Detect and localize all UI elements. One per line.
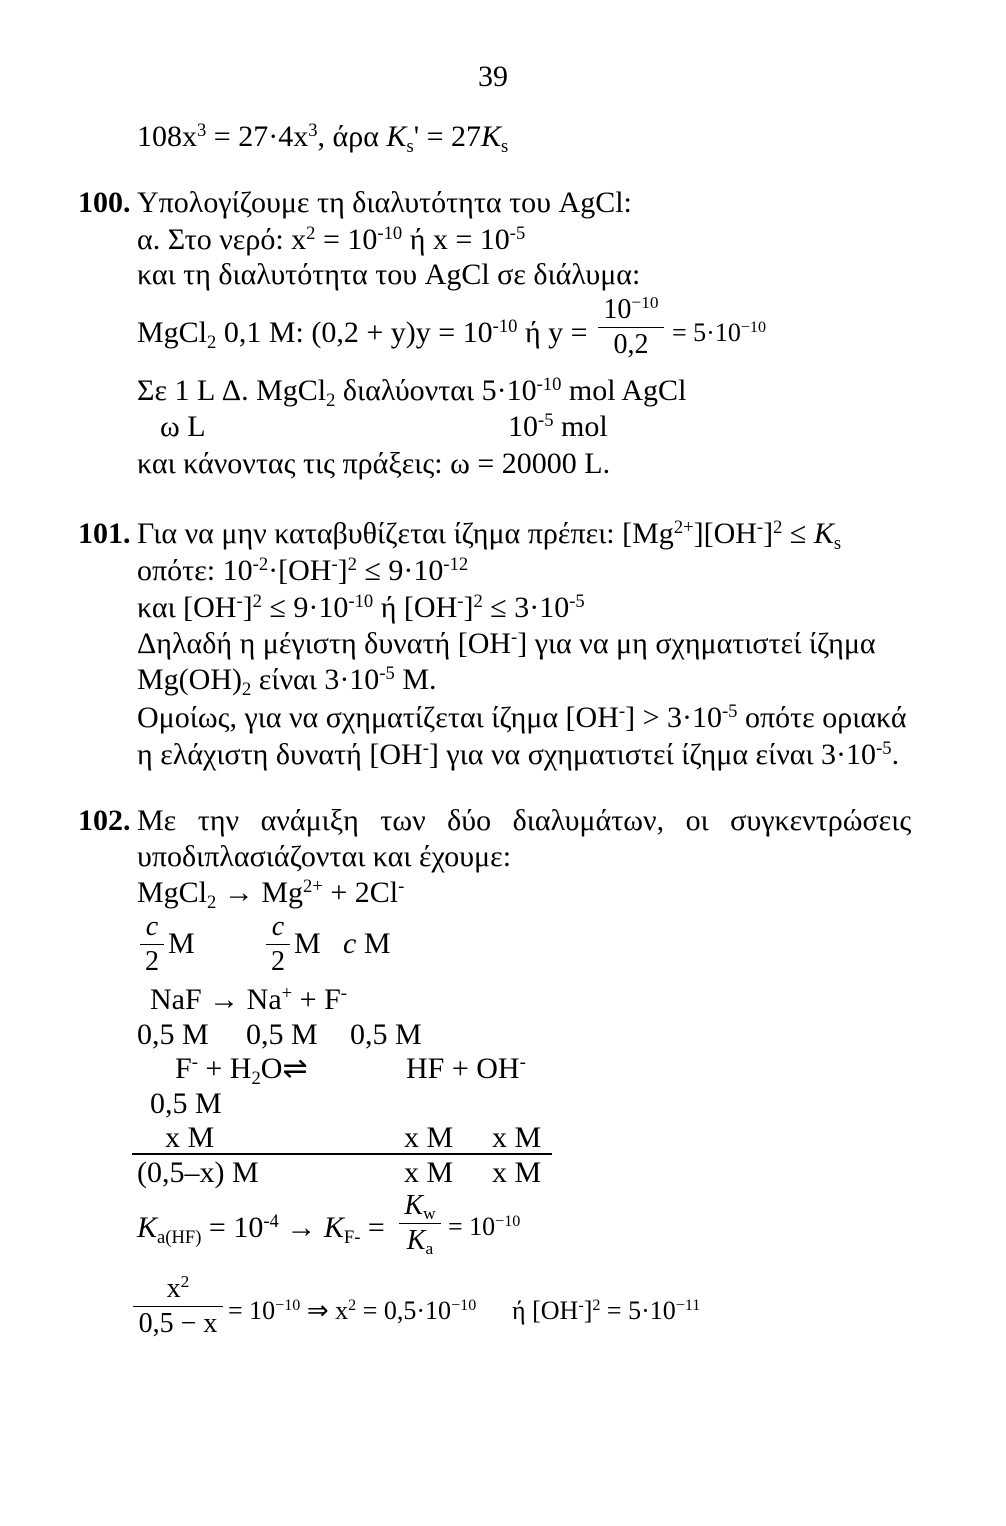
p100-line6-a: ω L: [160, 410, 206, 443]
p102-table-eq-2: x M: [404, 1156, 454, 1189]
p102-table-change-1: x M: [165, 1121, 215, 1154]
p102-naf-conc-2: 0,5 M: [246, 1018, 318, 1051]
p100-line6-b: $10^{-5}$ mol: [508, 409, 608, 443]
p102-line1: Με την ανάμιξη των δύο διαλυμάτων, οι συγκεντρώσεις: [137, 804, 912, 837]
page-number: 39: [478, 60, 508, 93]
problem-number-101: 101.: [78, 517, 131, 550]
problem-number-102: 102.: [78, 804, 131, 837]
equilibrium-arrow-icon: ⇌: [282, 1052, 308, 1085]
p102-reaction-mgcl2: MgCl$_2$ → $Mg^{2+} + 2Cl^-$: [137, 875, 405, 913]
p100-line7: και κάνοντας τις πράξεις: ω = 20000 L.: [137, 447, 611, 480]
problem-number-100: 100.: [78, 186, 131, 219]
p100-line3: και τη διαλυτότητα του AgCl σε διάλυμα:: [137, 258, 641, 291]
p102-reaction-hydrolysis: $F^- + H_2O\rightleftharpoons$: [175, 1051, 308, 1089]
p102-kw-over-ka: $K_w$ $K_a$: [399, 1192, 441, 1255]
p102-table-eq-1: (0,5–x) M: [137, 1156, 259, 1189]
p102-line2: υποδιπλασιάζονται και έχουμε:: [137, 840, 512, 873]
p101-line7: η ελάχιστη δυνατή [OH-] για να σχηματιστεί ίζημα είναι $3\cdot 10^{-5}$.: [137, 737, 900, 771]
top-equation: $108x^3 = 27\cdot 4x^3$, άρα $K_s' = 27K_s$: [137, 119, 509, 157]
p102-table-change-3: x M: [492, 1121, 542, 1154]
p102-table-change-2: x M: [404, 1121, 454, 1154]
p100-line2: α. Στο νερό: $x^2 = 10^{-10}$ ή $x = 10^{-5}$: [137, 222, 526, 256]
p102-unit-b: M: [294, 927, 321, 960]
p100-line5: Σε 1 L Δ. MgCl$_2$ διαλύονται $5\cdot 10^{-10}$ mol AgCl: [137, 373, 687, 411]
p101-line6: Ομοίως, για να σχηματίζεται ίζημα $[OH^-] > 3\cdot 10^{-5}$ οπότε οριακά: [137, 700, 907, 734]
p102-ka-line: $K_{a(HF)} = 10^{-4} \to K_{F-}$ =: [137, 1210, 385, 1248]
p102-naf-conc-1: 0,5 M: [137, 1018, 209, 1051]
p102-cM: c M: [343, 927, 391, 960]
p102-reaction-naf: NaF → Na+ + F-: [150, 982, 347, 1016]
p100-fraction: $10^{-10}$ 0,2: [598, 296, 664, 359]
p101-line1: Για να μην καταβυθίζεται ίζημα πρέπει: $[Mg^{2+}][OH^-]^2 \le K_s$: [137, 516, 842, 554]
p102-naf-conc-3: 0,5 M: [350, 1018, 422, 1051]
p100-line1: Υπολογίζουμε τη διαλυτότητα του AgCl:: [137, 186, 632, 219]
p102-hydrolysis-products: HF + OH-: [406, 1051, 526, 1085]
p102-final-oh: ή $[OH^-]^2 = 5\cdot 10^{-11}$: [512, 1296, 701, 1325]
p101-line4: Δηλαδή η μέγιστη δυνατή [OH-] για να μη σχηματιστεί ίζημα: [137, 626, 876, 660]
p102-frac-c-over-2-a: c 2: [140, 913, 164, 976]
p102-table-divider: [132, 1153, 552, 1155]
p101-line5: $Mg(OH)_2$ είναι $3\cdot 10^{-5}$ M.: [137, 662, 437, 700]
p102-final-fraction: $x^2$ 0,5 − x: [133, 1275, 223, 1338]
p100-line4: MgCl$_2$ 0,1 M: $(0,2 + y)y = 10^{-10}$ ή y =: [137, 315, 588, 353]
p102-unit-a: M: [168, 927, 195, 960]
p102-final-equation: = $10^{-10}$ ⇒ $x^2 = 0,5\cdot 10^{-10}$: [228, 1296, 477, 1325]
p102-ka-result: = $10^{-10}$: [448, 1212, 521, 1241]
p101-line3: και $[OH^-]^2 \le 9\cdot 10^{-10}$ ή $[OH^-]^2 \le 3\cdot 10^{-5}$: [137, 590, 585, 624]
p100-result: = $5\cdot 10^{-10}$: [672, 318, 767, 347]
p101-line2: οπότε: $10^{-2}\cdot[OH^-]^2 \le 9\cdot 10^{-12}$: [137, 553, 469, 587]
p102-table-eq-3: x M: [492, 1156, 542, 1189]
p102-frac-c-over-2-b: c 2: [266, 913, 290, 976]
p102-table-initial: 0,5 M: [150, 1087, 222, 1120]
